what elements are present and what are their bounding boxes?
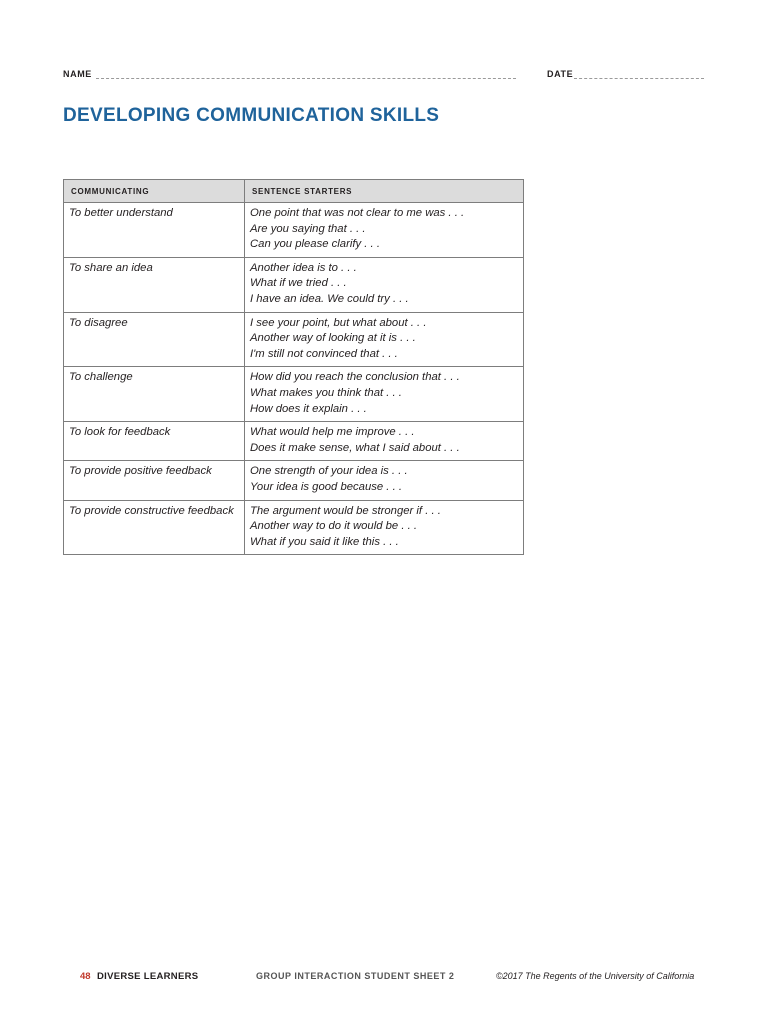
- sentence-starter: Another way to do it would be . . .: [250, 520, 418, 533]
- table-row: [64, 367, 524, 422]
- sentence-starter: One strength of your idea is . . .: [250, 465, 408, 478]
- sentence-starters-cell: [245, 461, 524, 500]
- date-field[interactable]: [547, 69, 704, 79]
- sentence-starter: What if we tried . . .: [250, 277, 347, 290]
- sentence-starter: One point that was not clear to me was . . .: [250, 207, 465, 219]
- table-row: [64, 257, 524, 312]
- sentence-starter: Does it make sense, what I said about . . .: [250, 441, 460, 454]
- sentence-starter: Another idea is to . . .: [250, 261, 357, 274]
- table-row: [64, 312, 524, 367]
- column-header-sentence-starters: SENTENCE STARTERS: [245, 180, 524, 203]
- sentence-starter: Are you saying that . . .: [250, 222, 366, 235]
- table-row: [64, 461, 524, 500]
- sentence-starters-cell: [245, 203, 524, 258]
- page-number: 48: [80, 971, 91, 982]
- sentence-starter: Your idea is good because . . .: [250, 480, 402, 493]
- copyright: ©2017 The Regents of the University of California: [496, 971, 695, 981]
- sentence-starter: I have an idea. We could try . . .: [250, 292, 409, 305]
- table-row: [64, 500, 524, 555]
- sentence-starter: Can you please clarify . . .: [250, 238, 380, 251]
- page-title: DEVELOPING COMMUNICATION SKILLS: [63, 105, 440, 126]
- date-label: DATE: [547, 69, 574, 79]
- name-label: NAME: [63, 69, 92, 79]
- sentence-starter: What if you said it like this . . .: [250, 535, 399, 548]
- date-line[interactable]: [574, 70, 704, 79]
- table-header-row: [64, 180, 524, 203]
- communicating-purpose: To share an idea: [64, 257, 245, 312]
- communicating-purpose: To provide constructive feedback: [64, 500, 245, 555]
- sentence-starter: What would help me improve . . .: [250, 426, 415, 439]
- sentence-starters-table: [63, 179, 524, 555]
- table-row: [64, 203, 524, 258]
- sentence-starters-cell: [245, 500, 524, 555]
- communicating-purpose: To challenge: [64, 367, 245, 422]
- sentence-starter: I'm still not convinced that . . .: [250, 347, 398, 360]
- sentence-starters-cell: [245, 367, 524, 422]
- column-header-communicating: COMMUNICATING: [64, 180, 245, 203]
- name-line[interactable]: [96, 70, 516, 79]
- sheet-title: GROUP INTERACTION STUDENT SHEET 2: [256, 971, 455, 981]
- series-title: DIVERSE LEARNERS: [97, 971, 199, 982]
- table-row: [64, 422, 524, 461]
- sentence-starter: How did you reach the conclusion that . . .: [250, 371, 460, 384]
- sentence-starters-cell: [245, 422, 524, 461]
- sentence-starter: What makes you think that . . .: [250, 386, 402, 399]
- name-field[interactable]: [63, 69, 516, 79]
- communicating-purpose: To disagree: [64, 312, 245, 367]
- sentence-starter: I see your point, but what about . . .: [250, 316, 427, 329]
- sentence-starter: The argument would be stronger if . . .: [250, 504, 441, 517]
- sentence-starters-cell: [245, 312, 524, 367]
- communicating-purpose: To look for feedback: [64, 422, 245, 461]
- communicating-purpose: To provide positive feedback: [64, 461, 245, 500]
- sentence-starter: How does it explain . . .: [250, 402, 367, 415]
- sentence-starters-cell: [245, 257, 524, 312]
- communicating-purpose: To better understand: [64, 203, 245, 258]
- sentence-starter: Another way of looking at it is . . .: [250, 332, 416, 345]
